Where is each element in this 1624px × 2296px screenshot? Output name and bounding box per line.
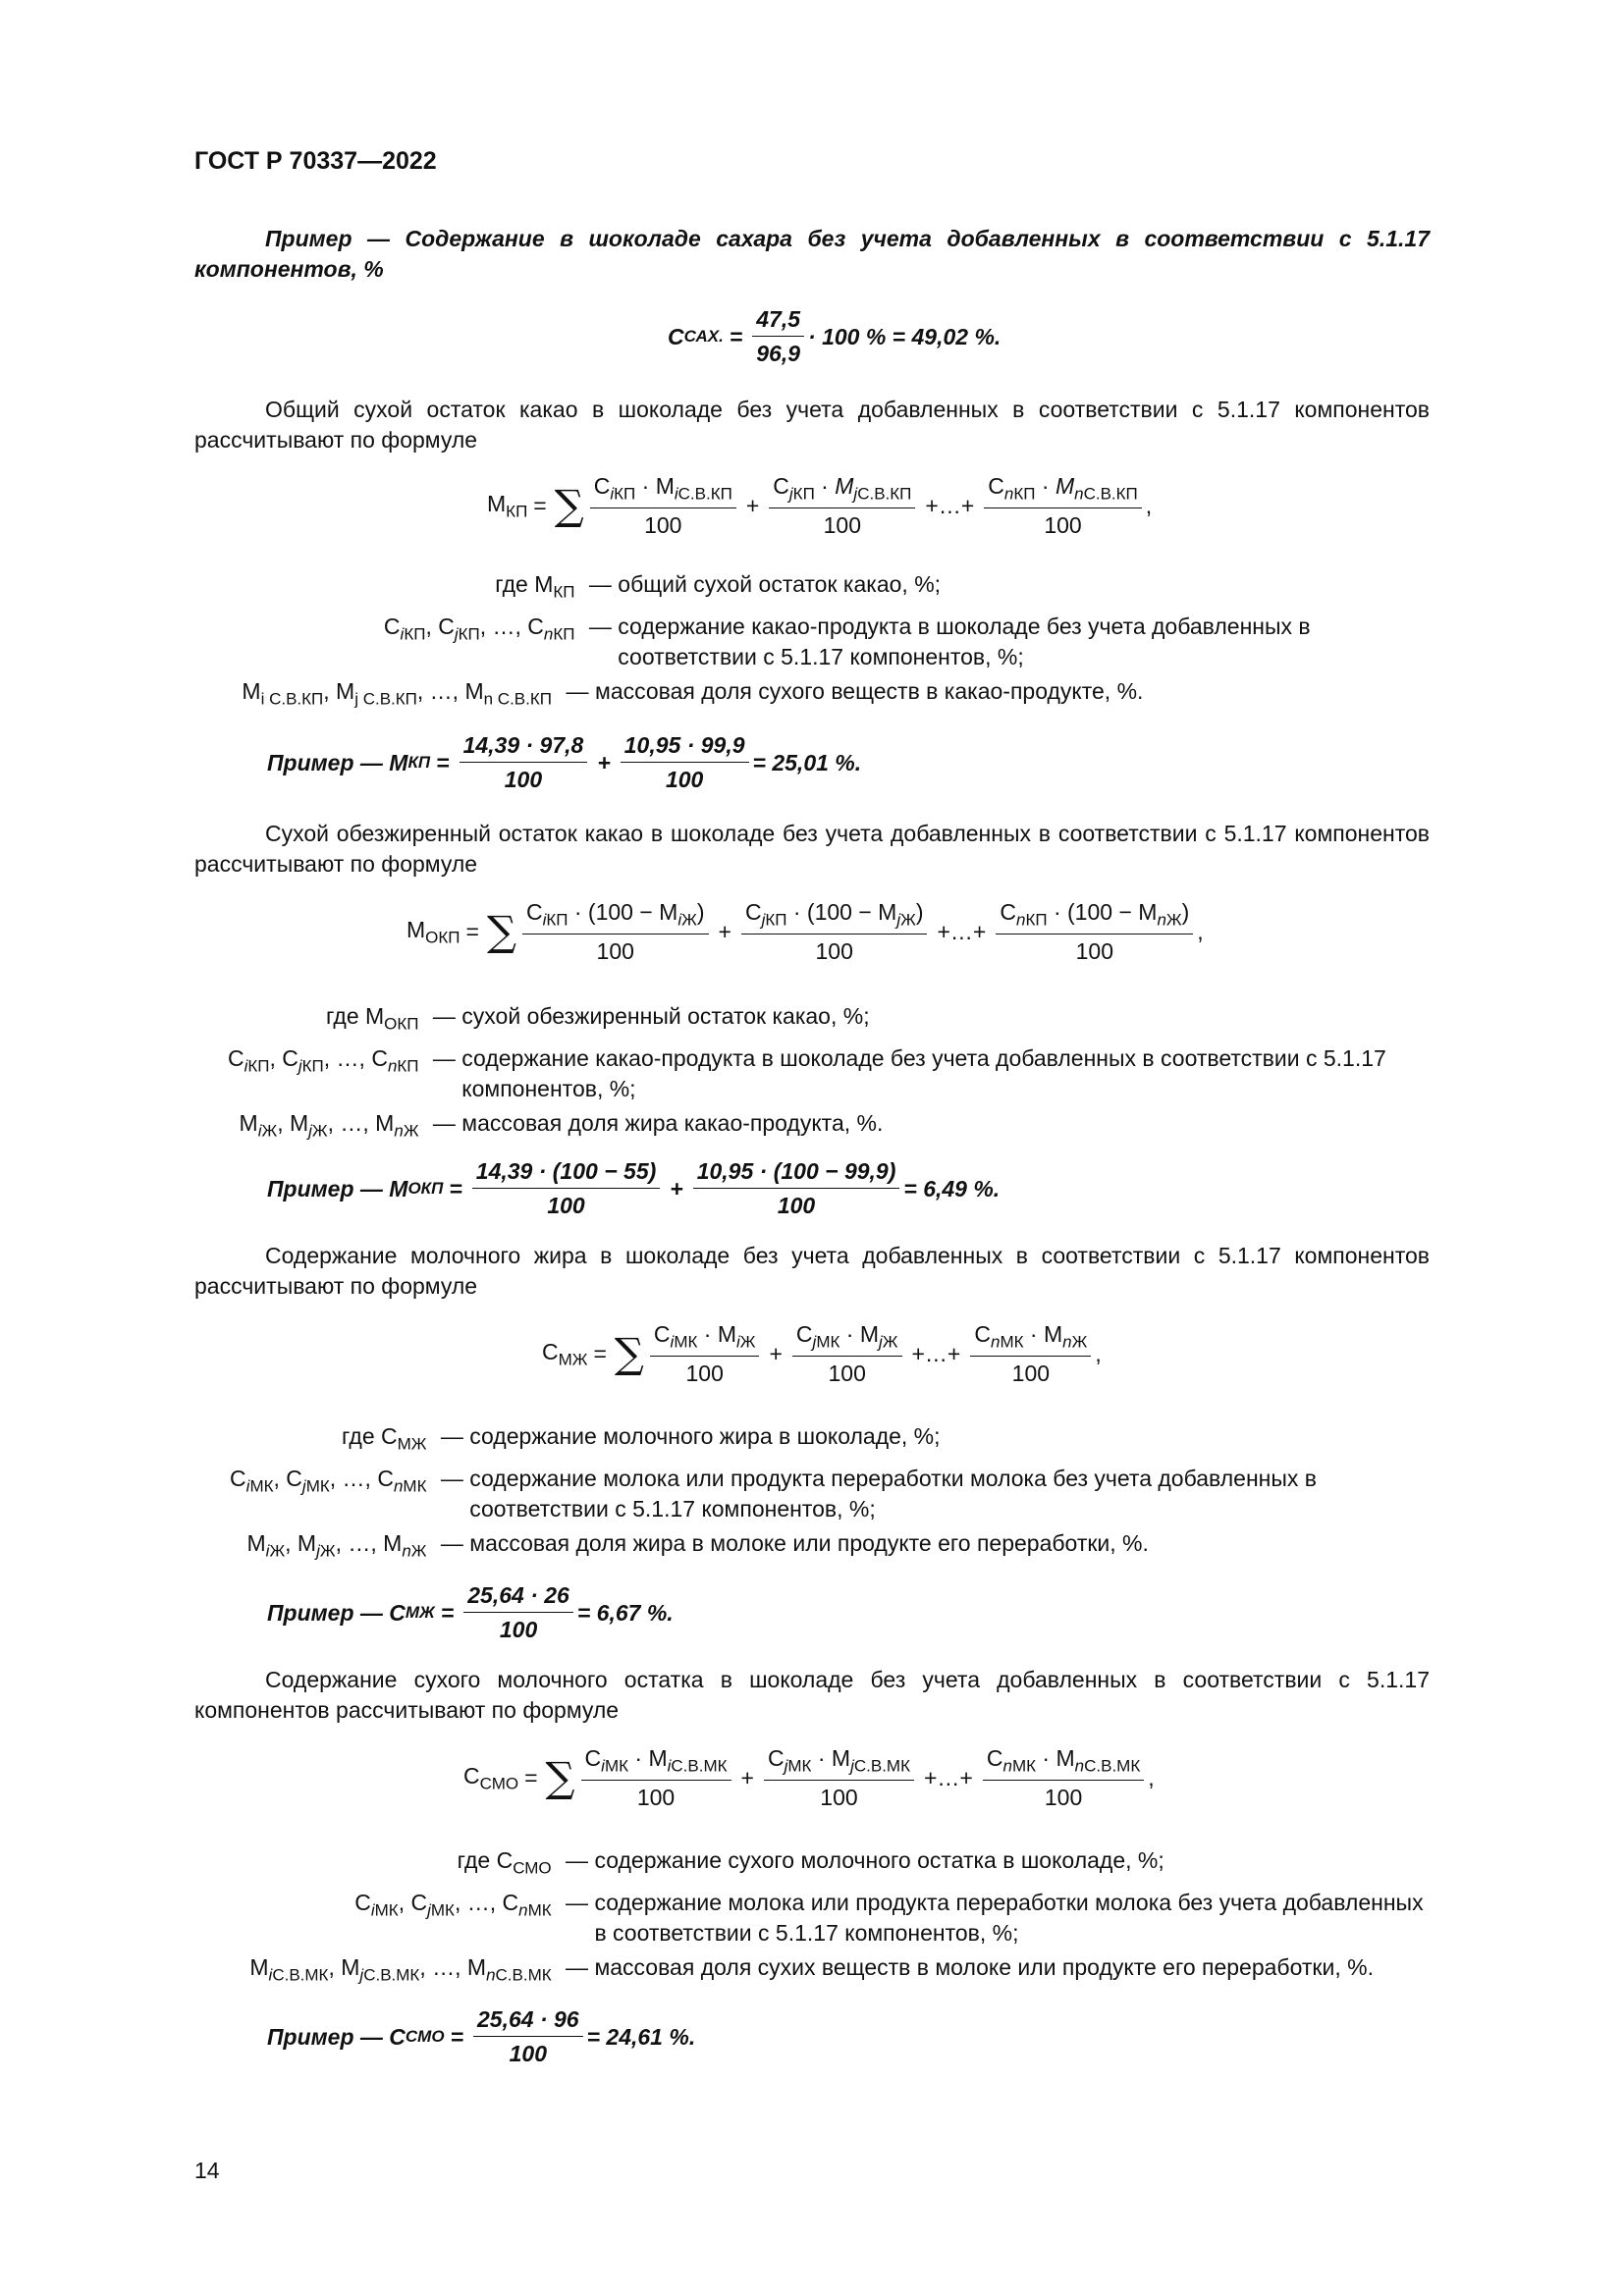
example-csmo: Пример — C СМО = $\frac{25,64 \cdot 96}{100}$ = 24,61 %. [267, 2006, 696, 2066]
definitions-mkp: где $M_{КП}$ — общий сухой остаток какао, %; $C_{iКП}$, $C_{jКП}$, …, $C_{nКП}$ — содержание какао-продукта в шоколаде без учета добавленных в соответствии с 5.1.17 компонентов, %; $M_{i С.В.КП}$, $M_{j С.В.КП}$, …, $M_{n С.В.КП}$ — массовая доля сухого веществ в какао-продукте, %. [242, 571, 1311, 709]
formula-mkp: $M_{КП}$ = ∑ $\frac{C_{iКП} \cdot M_{iС.В.КП}}{100}$ + $\frac{C_{jКП} \cdot M_{jС.В.КП}}{100}$ +…+ $\frac{C_{nКП} \cdot M_{nС.В.КП}}{100}$ , [487, 473, 1153, 538]
page-number: 14 [194, 2158, 220, 2183]
paragraph-mokp: Сухой обезжиренный остаток какао в шоколаде без учета добавленных в соответствии с 5.1.17 компонентов рассчитывают по формуле [194, 821, 1430, 877]
paragraph-csmo: Содержание сухого молочного остатка в шоколаде без учета добавленных в соответствии с 5.1.17 компонентов рассчитывают по формуле [194, 1667, 1430, 1723]
definitions-csmo: где $C_{СМО}$ — содержание сухого молочного остатка в шоколаде, %; $C_{iМК}$, $C_{jМК}$, …, $C_{nМК}$ — содержание молока или продукта переработки молока без учета добавленных в соответствии с 5.1.17 компонентов, %; $M_{iС.В.МК}$, $M_{jС.В.МК}$, …, $M_{nС.В.МК}$ — массовая доля сухих веществ в молоке или продукте его переработки, %. [249, 1847, 1424, 1985]
example-sugar-text: Пример — Содержание в шоколаде сахара без учета добавленных в соответствии с 5.1.17 компонентов, % [194, 226, 1430, 282]
formula-cmzh: $C_{МЖ}$ = ∑ $\frac{C_{iМК} \cdot M_{iЖ}}{100}$ + $\frac{C_{jМК} \cdot M_{jЖ}}{100}$ +…+ $\frac{C_{nМК} \cdot M_{nЖ}}{100}$ , [542, 1321, 1102, 1386]
example-mkp: Пример — M КП = $\frac{14,39 \cdot 97,8}{100}$ + $\frac{10,95 \cdot 99,9}{100}$ = 25,01 %. [267, 732, 862, 792]
formula-mokp: $M_{ОКП}$ = ∑ $\frac{C_{iКП} \cdot (100 - M_{iЖ})}{100}$ + $\frac{C_{jКП} \cdot (100 - M_{jЖ})}{100}$ +…+ $\frac{C_{nКП} \cdot (100 - M_{nЖ})}{100}$ , [406, 899, 1204, 964]
document-header: ГОСТ Р 70337—2022 [194, 147, 437, 175]
paragraph-cmzh: Содержание молочного жира в шоколаде без учета добавленных в соответствии с 5.1.17 компонентов рассчитывают по формуле [194, 1243, 1430, 1299]
formula-sugar: C САХ. = $\frac{47,5}{96,9}$ · 100 % = 49,02 %. [668, 306, 1001, 366]
definitions-cmzh: где $C_{МЖ}$ — содержание молочного жира в шоколаде, %; $C_{iМК}$, $C_{jМК}$, …, $C_{nМК}$ — содержание молока или продукта переработки молока без учета добавленных в соответствии с 5.1.17 компонентов, %; $M_{iЖ}$, $M_{jЖ}$, …, $M_{nЖ}$ — массовая доля жира в молоке или продукте его переработки, %. [230, 1423, 1317, 1561]
definitions-mokp: где $M_{ОКП}$ — сухой обезжиренный остаток какао, %; $C_{iКП}$, $C_{jКП}$, …, $C_{nКП}$ — содержание какао-продукта в шоколаде без учета добавленных в соответствии с 5.1.17 компонентов, %; $M_{iЖ}$, $M_{jЖ}$, …, $M_{nЖ}$ — массовая доля жира какао-продукта, %. [227, 1003, 1386, 1141]
formula-csmo: $C_{СМО}$ = ∑ $\frac{C_{iМК} \cdot M_{iС.В.МК}}{100}$ + $\frac{C_{jМК} \cdot M_{jС.В.МК}}{100}$ +…+ $\frac{C_{nМК} \cdot M_{nС.В.МК}}{100}$ , [463, 1745, 1155, 1810]
paragraph-mkp: Общий сухой остаток какао в шоколаде без учета добавленных в соответствии с 5.1.17 компонентов рассчитывают по формуле [194, 397, 1430, 453]
example-mokp: Пример — M ОКП = $\frac{14,39 \cdot (100 - 55)}{100}$ + $\frac{10,95 \cdot (100 - 99,9)}{100}$ = 6,49 %. [267, 1158, 1001, 1218]
example-cmzh: Пример — C МЖ = $\frac{25,64 \cdot 26}{100}$ = 6,67 %. [267, 1582, 674, 1642]
